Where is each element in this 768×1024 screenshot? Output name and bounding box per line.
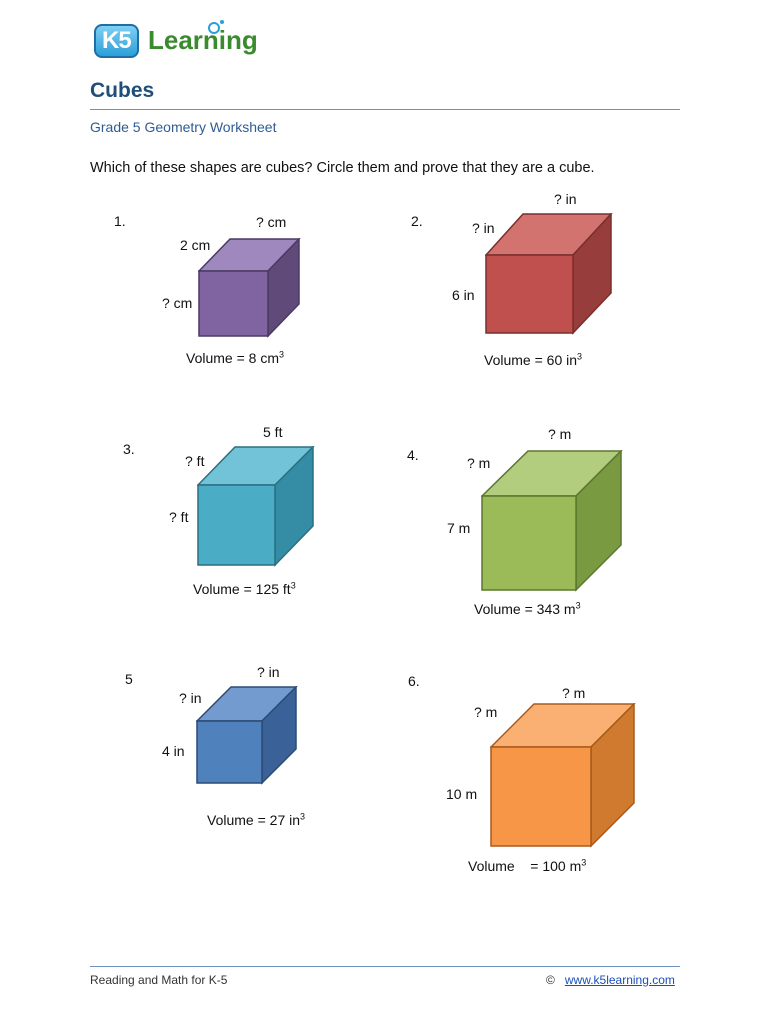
problem-1-volume: Volume = 8 $cm^3$ [186, 349, 285, 366]
problem-2-depth-label: ? in [472, 220, 495, 236]
problem-3-top-label: 5 ft [263, 424, 283, 440]
instructions-text: Which of these shapes are cubes? Circle them and prove that they are a cube. [90, 160, 595, 176]
problem-2-top-label: ? in [554, 191, 577, 207]
problem-6-number: 6. [408, 673, 420, 689]
k5-learning-logo [94, 18, 264, 62]
problem-6-depth-label: ? m [474, 704, 498, 720]
problem-3-cube [197, 446, 315, 567]
problem-1-number: 1. [114, 213, 126, 229]
page-title: Cubes [90, 79, 155, 102]
problem-4-side-label: 7 m [447, 520, 471, 536]
problem-1-depth-label: 2 cm [180, 237, 211, 253]
header-divider [90, 109, 680, 110]
problem-4-volume: Volume = 343 $m^3$ [474, 600, 581, 617]
problem-4-depth-label: ? m [467, 455, 491, 471]
problem-2-cube [485, 213, 613, 335]
page-subtitle: Grade 5 Geometry Worksheet [90, 119, 277, 135]
problem-6-cube [490, 703, 636, 848]
problem-5-number: 5 [125, 671, 133, 687]
problem-1-side-label: ? cm [162, 295, 193, 311]
problem-2-volume: Volume = 60 $in^3$ [484, 351, 583, 368]
footer-divider [90, 966, 680, 967]
problem-4-number: 4. [407, 447, 419, 463]
problem-3-side-label: ? ft [169, 509, 189, 525]
problem-4-cube [481, 450, 623, 592]
problem-3-depth-label: ? ft [185, 453, 205, 469]
problem-1-top-label: ? cm [256, 214, 287, 230]
problem-5-cube [196, 686, 298, 785]
footer-website-link[interactable]: www.k5learning.com [564, 973, 675, 987]
problem-5-volume: Volume = 27 $in^3$ [207, 811, 306, 828]
logo-sparkle-icon [202, 18, 226, 38]
problem-3-volume: Volume = 125 $ft^3$ [193, 580, 296, 597]
problem-2-number: 2. [411, 213, 423, 229]
problem-6-side-label: 10 m [446, 786, 478, 802]
problem-6-top-label: ? m [562, 685, 586, 701]
footer-copyright [546, 973, 675, 987]
problem-4-top-label: ? m [548, 426, 572, 442]
problem-5-depth-label: ? in [179, 690, 202, 706]
problem-2-side-label: 6 in [452, 287, 475, 303]
problem-5-side-label: 4 in [162, 743, 185, 759]
copyright-symbol: © [546, 973, 555, 987]
logo-k5-badge: K5 [94, 24, 139, 58]
problem-6-volume: Volume = 100 $m^3$ [468, 857, 587, 874]
problem-5-top-label: ? in [257, 664, 280, 680]
footer-tagline: Reading and Math for K-5 [90, 973, 228, 987]
logo-text: Learning [148, 25, 258, 55]
problem-3-number: 3. [123, 441, 135, 457]
problem-1-cube [198, 238, 302, 338]
